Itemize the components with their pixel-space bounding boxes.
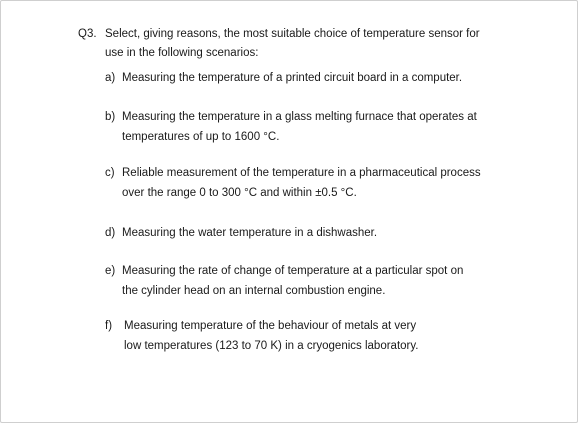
scenario-label: c) — [105, 167, 115, 179]
scenario-text — [122, 261, 512, 301]
scenario-label: e) — [105, 265, 116, 277]
question-line: Select, giving reasons, the most suitable choice of temperature sensor for — [105, 28, 480, 40]
scenario-line: Measuring the temperature of a printed circuit board in a computer. — [122, 72, 463, 84]
scenario-text — [122, 223, 512, 243]
scenario-line: over the range 0 to 300 °C and within ±0.5 °C. — [122, 187, 357, 199]
question-line: use in the following scenarios: — [105, 47, 259, 59]
scenario-line: Measuring the water temperature in a dishwasher. — [122, 227, 378, 239]
scenario-label: a) — [105, 72, 116, 84]
scenario-line: Measuring the rate of change of temperature at a particular spot on — [122, 265, 464, 277]
scenario-line: the cylinder head on an internal combustion engine. — [122, 285, 386, 297]
question-text — [105, 25, 505, 63]
scenario-line: low temperatures (123 to 70 K) in a cryogenics laboratory. — [124, 340, 419, 352]
scenario-text — [124, 316, 514, 356]
scenario-line: Measuring temperature of the behaviour of metals at very — [124, 320, 417, 332]
scenario-text — [122, 163, 512, 203]
scenario-line: temperatures of up to 1600 °C. — [122, 131, 280, 143]
scenario-label: b) — [105, 111, 116, 123]
scenario-label: f) — [105, 320, 113, 332]
scenario-line: Reliable measurement of the temperature in a pharmaceutical process — [122, 167, 481, 179]
question-number: Q3. — [78, 28, 97, 40]
scenario-line: Measuring the temperature in a glass melting furnace that operates at — [122, 111, 477, 123]
scenario-text — [122, 68, 512, 88]
scenario-label: d) — [105, 227, 116, 239]
scenario-text — [122, 107, 512, 147]
